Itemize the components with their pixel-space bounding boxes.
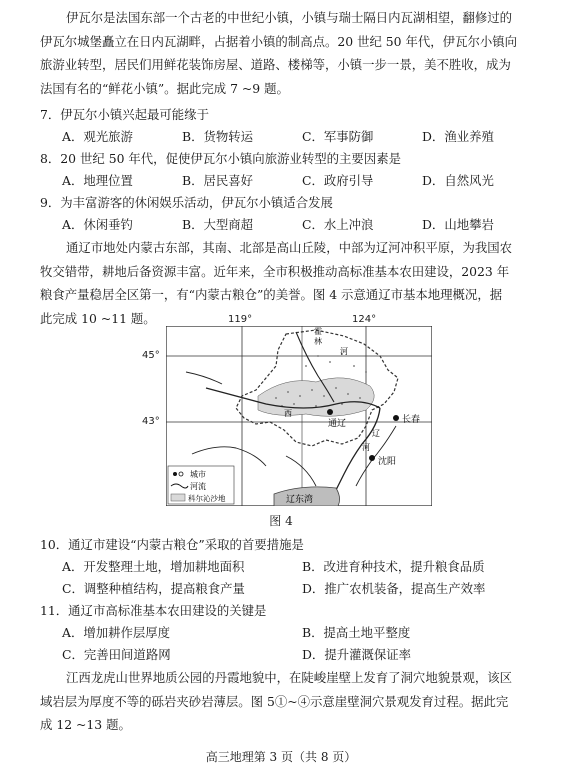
- legend-sand-icon: [171, 494, 185, 501]
- question-10-options-cd: [62, 578, 542, 600]
- river-label: 林: [314, 337, 322, 346]
- option-a[interactable]: A．增加耕作层厚度: [62, 625, 171, 640]
- question-10-stem: 10．通辽市建设“内蒙古粮仓”采取的首要措施是: [40, 537, 304, 552]
- passage-line: 江西龙虎山世界地质公园的丹霞地貌中，在陡峻崖壁上发育了洞穴地貌景观，该区: [66, 670, 513, 685]
- passage-7-9: [40, 6, 540, 100]
- option-a[interactable]: A．休闲垂钓: [62, 217, 133, 232]
- passage-line: 伊瓦尔城堡矗立在日内瓦湖畔，占据着小镇的制高点。20 世纪 50 年代，伊瓦尔小镇向: [40, 33, 518, 49]
- lat-43-label: 43°: [142, 416, 160, 427]
- option-b[interactable]: B．货物转运: [182, 129, 254, 144]
- lat-45-label: 45°: [142, 350, 160, 361]
- option-d[interactable]: D．山地攀岩: [422, 217, 494, 232]
- tongliao-city-marker: [327, 409, 333, 415]
- passage-line: 旅游业转型，居民们用鲜花装饰房屋、道路、楼梯等，小镇一步一景，美不胜收，成为: [40, 57, 511, 72]
- legend-river-label: 河流: [190, 482, 206, 491]
- question-7-options: [62, 126, 542, 148]
- passage-line: 此完成 10 ~11 题。: [40, 310, 156, 326]
- river-label: 霍: [314, 327, 322, 336]
- question-9-options: [62, 214, 542, 236]
- question-8-options: [62, 170, 542, 192]
- option-c[interactable]: C．军事防御: [302, 129, 374, 144]
- option-b[interactable]: B．提高土地平整度: [302, 625, 411, 640]
- passage-12-13: [40, 666, 540, 737]
- river-label: 辽: [372, 429, 380, 438]
- option-c[interactable]: C．完善田间道路网: [62, 647, 171, 662]
- passage-line: 粮食产量稳居全区第一，有“内蒙古粮仓”的美誉。图 4 示意通辽市基本地理概况，据: [40, 287, 503, 302]
- river-label: 西: [284, 409, 292, 418]
- passage-line: 通辽市地处内蒙古东部，其南、北部是高山丘陵，中部为辽河冲积平原，为我国农: [66, 240, 513, 255]
- question-10-options-ab: [62, 556, 542, 578]
- changchun-city-marker: [393, 415, 399, 421]
- question-11-options-ab: [62, 622, 542, 644]
- question-11-options-cd: [62, 644, 542, 666]
- option-b[interactable]: B．改进育种技术，提升粮食品质: [302, 559, 485, 574]
- shenyang-city-marker: [369, 455, 375, 461]
- option-a[interactable]: A．地理位置: [62, 173, 133, 188]
- option-a[interactable]: A．观光旅游: [62, 129, 133, 144]
- river-label: 河: [362, 443, 370, 452]
- option-d[interactable]: D．推广农机装备，提高生产效率: [302, 581, 486, 596]
- option-c[interactable]: C．水上冲浪: [302, 217, 374, 232]
- option-b[interactable]: B．居民喜好: [182, 173, 254, 188]
- passage-line: 伊瓦尔是法国东部一个古老的中世纪小镇，小镇与瑞士隔日内瓦湖相望，翻修过的: [66, 10, 513, 25]
- shenyang-label: 沈阳: [378, 457, 397, 467]
- question-11-stem: 11．通辽市高标准基本农田建设的关键是: [40, 603, 267, 618]
- lon-119-label: 119°: [228, 314, 253, 325]
- question-9-stem: 9．为丰富游客的休闲娱乐活动，伊瓦尔小镇适合发展: [40, 195, 333, 210]
- option-b[interactable]: B．大型商超: [182, 217, 254, 232]
- figure-4-map: [166, 326, 432, 506]
- option-d[interactable]: D．渔业养殖: [422, 129, 494, 144]
- option-c[interactable]: C．政府引导: [302, 173, 374, 188]
- passage-10-11: [40, 236, 540, 330]
- river-label: 河: [340, 347, 348, 356]
- lon-124-label: 124°: [352, 314, 377, 325]
- legend-sand-label: 科尔沁沙地: [188, 494, 226, 503]
- passage-line: 成 12 ~13 题。: [40, 717, 131, 732]
- option-a[interactable]: A．开发整理土地，增加耕地面积: [62, 559, 245, 574]
- option-c[interactable]: C．调整种植结构，提高粮食产量: [62, 581, 245, 596]
- figure-caption: 图 4: [269, 514, 293, 528]
- legend-city-icon: [173, 472, 177, 476]
- passage-line: 域岩层为厚度不等的砾岩夹砂岩薄层。图 5①~④示意崖壁洞穴景观发育过程。据此完: [40, 693, 509, 709]
- bay-label: 辽东湾: [286, 495, 314, 505]
- question-8-stem: 8．20 世纪 50 年代，促使伊瓦尔小镇向旅游业转型的主要因素是: [40, 151, 401, 166]
- page-footer: 高三地理第 3 页（共 8 页）: [205, 750, 357, 764]
- option-d[interactable]: D．提升灌溉保证率: [302, 647, 412, 662]
- legend-city-label: 城市: [190, 470, 206, 479]
- question-7-stem: 7．伊瓦尔小镇兴起最可能缘于: [40, 107, 209, 122]
- option-d[interactable]: D．自然风光: [422, 173, 494, 188]
- passage-line: 牧交错带，耕地后备资源丰富。近年来，全市积极推动高标准基本农田建设，2023 年: [40, 263, 510, 279]
- changchun-label: 长春: [402, 415, 421, 425]
- tongliao-label: 通辽: [328, 419, 347, 429]
- passage-line: 法国有名的“鲜花小镇”。据此完成 7 ~9 题。: [40, 80, 289, 96]
